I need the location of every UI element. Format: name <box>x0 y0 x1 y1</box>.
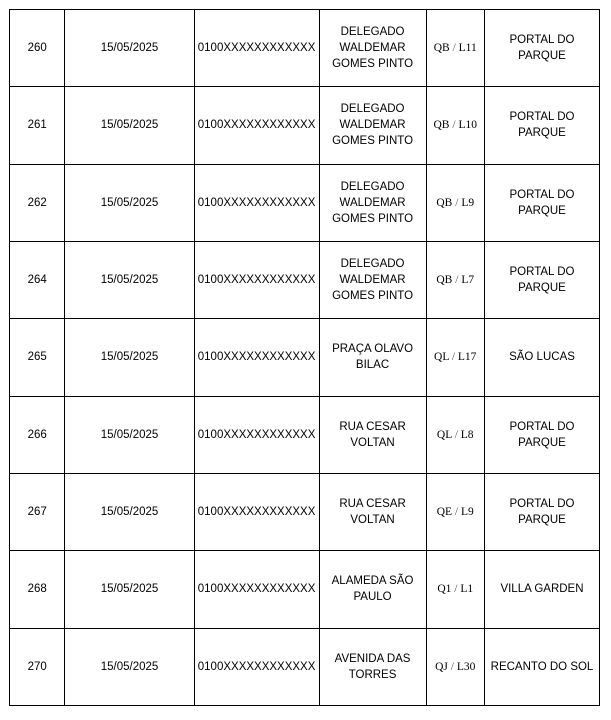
record-district: PORTAL DO PARQUE <box>484 87 599 164</box>
record-date: 15/05/2025 <box>65 241 194 318</box>
record-date: 15/05/2025 <box>65 628 194 705</box>
record-quadra: QB <box>436 196 453 209</box>
record-code: 0100XXXXXXXXXXXX <box>194 473 319 550</box>
table-row <box>10 628 600 705</box>
record-number: 267 <box>10 473 65 550</box>
record-code: 0100XXXXXXXXXXXX <box>194 87 319 164</box>
record-district: RECANTO DO SOL <box>484 628 599 705</box>
record-date: 15/05/2025 <box>65 319 194 396</box>
record-number: 265 <box>10 319 65 396</box>
record-code: 0100XXXXXXXXXXXX <box>194 628 319 705</box>
record-lot <box>426 396 484 473</box>
record-street: DELEGADO WALDEMAR GOMES PINTO <box>319 164 426 241</box>
record-quadra: QB <box>433 42 450 55</box>
record-date: 15/05/2025 <box>65 87 194 164</box>
record-street: DELEGADO WALDEMAR GOMES PINTO <box>319 241 426 318</box>
record-lot <box>426 319 484 396</box>
record-street: AVENIDA DAS TORRES <box>319 628 426 705</box>
record-lot <box>426 87 484 164</box>
record-date: 15/05/2025 <box>65 473 194 550</box>
record-street: RUA CESAR VOLTAN <box>319 473 426 550</box>
record-quadra: QL <box>436 428 452 441</box>
record-number: 270 <box>10 628 65 705</box>
record-lot <box>426 10 484 87</box>
record-street: PRAÇA OLAVO BILAC <box>319 319 426 396</box>
table-row <box>10 396 600 473</box>
record-number: 268 <box>10 551 65 628</box>
record-code: 0100XXXXXXXXXXXX <box>194 241 319 318</box>
record-number: 266 <box>10 396 65 473</box>
lot-separator: / <box>449 119 459 132</box>
record-district: PORTAL DO PARQUE <box>484 473 599 550</box>
table-row <box>10 319 600 396</box>
record-code: 0100XXXXXXXXXXXX <box>194 551 319 628</box>
record-number: 264 <box>10 241 65 318</box>
lot-separator: / <box>452 506 461 519</box>
record-quadra: QB <box>436 274 453 287</box>
record-district: PORTAL DO PARQUE <box>484 164 599 241</box>
record-district: PORTAL DO PARQUE <box>484 396 599 473</box>
record-lot <box>426 473 484 550</box>
record-code: 0100XXXXXXXXXXXX <box>194 10 319 87</box>
record-lote: L9 <box>461 196 475 209</box>
record-date: 15/05/2025 <box>65 551 194 628</box>
lot-separator: / <box>448 351 458 364</box>
record-code: 0100XXXXXXXXXXXX <box>194 396 319 473</box>
table-row <box>10 551 600 628</box>
lot-separator: / <box>452 274 462 287</box>
lot-separator: / <box>452 196 462 209</box>
table-row <box>10 473 600 550</box>
record-district: PORTAL DO PARQUE <box>484 10 599 87</box>
record-quadra: QL <box>434 351 449 364</box>
record-lot <box>426 164 484 241</box>
record-lote: L10 <box>458 119 477 132</box>
record-lote: L30 <box>456 660 476 673</box>
record-street: RUA CESAR VOLTAN <box>319 396 426 473</box>
lot-separator: / <box>447 660 457 673</box>
record-date: 15/05/2025 <box>65 396 194 473</box>
record-date: 15/05/2025 <box>65 164 194 241</box>
record-quadra: QB <box>433 119 450 132</box>
record-street: DELEGADO WALDEMAR GOMES PINTO <box>319 87 426 164</box>
record-lote: L17 <box>457 351 477 364</box>
record-lote: L7 <box>461 274 475 287</box>
record-lote: L8 <box>460 428 474 441</box>
record-quadra: Q1 <box>437 583 452 596</box>
table-row <box>10 87 600 164</box>
record-district: PORTAL DO PARQUE <box>484 241 599 318</box>
record-lote: L9 <box>461 506 474 519</box>
record-district: VILLA GARDEN <box>484 551 599 628</box>
record-number: 260 <box>10 10 65 87</box>
record-street: ALAMEDA SÃO PAULO <box>319 551 426 628</box>
records-table <box>9 9 600 706</box>
lot-separator: / <box>451 428 461 441</box>
record-number: 261 <box>10 87 65 164</box>
record-quadra: QJ <box>435 660 448 673</box>
record-lote: L11 <box>458 42 477 55</box>
record-lot <box>426 628 484 705</box>
record-code: 0100XXXXXXXXXXXX <box>194 164 319 241</box>
record-quadra: QE <box>436 506 453 519</box>
record-number: 262 <box>10 164 65 241</box>
table-row <box>10 164 600 241</box>
record-code: 0100XXXXXXXXXXXX <box>194 319 319 396</box>
record-district: SÃO LUCAS <box>484 319 599 396</box>
record-date: 15/05/2025 <box>65 10 194 87</box>
record-lot <box>426 241 484 318</box>
table-row <box>10 241 600 318</box>
record-street: DELEGADO WALDEMAR GOMES PINTO <box>319 10 426 87</box>
record-lote: L1 <box>460 583 474 596</box>
table-row <box>10 10 600 87</box>
lot-separator: / <box>449 42 459 55</box>
record-lot <box>426 551 484 628</box>
lot-separator: / <box>451 583 461 596</box>
